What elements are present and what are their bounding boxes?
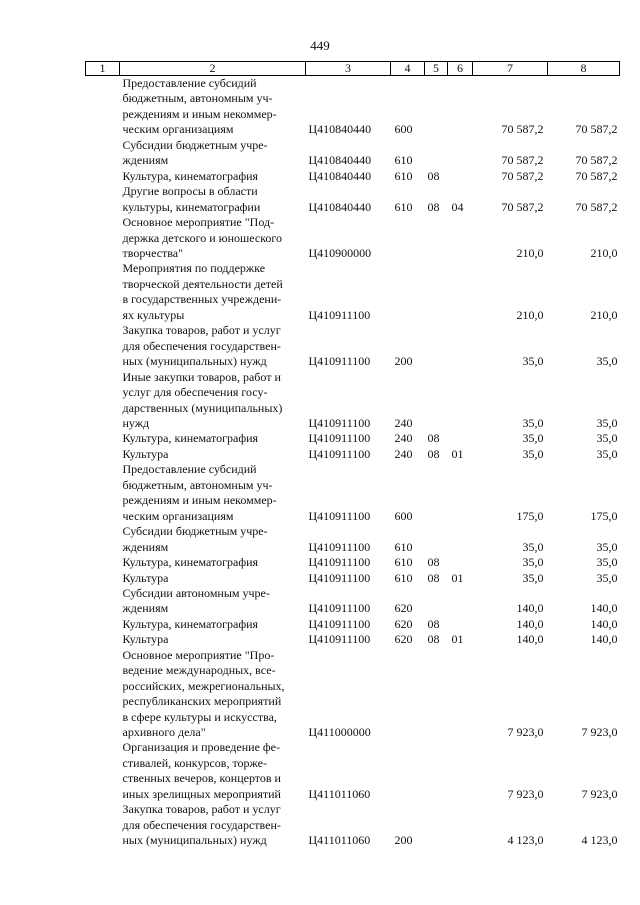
expense-type-code: 610: [394, 153, 413, 168]
row-name: Другие вопросы в области культуры, кинематографии: [122, 184, 261, 214]
amount-year-1: 7 923,0: [507, 725, 544, 740]
amount-year-2: 35,0: [596, 431, 618, 446]
expense-type-code: 200: [394, 833, 413, 848]
subsection-code: [448, 802, 473, 848]
row-number-cell: [86, 184, 120, 215]
table-row: [86, 524, 620, 555]
target-article-code: Ц410911100: [308, 354, 371, 369]
expense-type-code: 620: [394, 616, 413, 631]
table-row: [86, 431, 620, 446]
table-row: [86, 323, 620, 369]
row-number-cell: [86, 169, 120, 184]
amount-year-2: 175,0: [590, 508, 618, 523]
expense-type-code: [391, 215, 425, 261]
subsection-code: [448, 555, 473, 570]
table-row: [86, 76, 620, 138]
expense-type-code: 200: [394, 354, 413, 369]
expense-type-code: 610: [394, 168, 413, 183]
row-name: Предоставление субсидий бюджетным, автономным уч- реждениям и иным некоммер- ческим организациям: [122, 76, 277, 137]
amount-year-1: 70 587,2: [501, 168, 544, 183]
row-number-cell: [86, 323, 120, 369]
target-article-code: Ц410911100: [308, 539, 371, 554]
expense-type-code: 610: [394, 199, 413, 214]
target-article-code: Ц410911100: [308, 307, 371, 322]
subsection-code: [448, 740, 473, 802]
row-number-cell: [86, 648, 120, 741]
expense-type-code: 240: [394, 431, 413, 446]
amount-year-1: 140,0: [516, 601, 544, 616]
table-row: [86, 462, 620, 524]
row-number-cell: [86, 138, 120, 169]
section-code: [425, 462, 448, 524]
subsection-code: [448, 138, 473, 169]
expense-type-code: 620: [394, 601, 413, 616]
row-name: Культура: [122, 446, 169, 461]
target-article-code: Ц411011060: [308, 786, 371, 801]
amount-year-2: 140,0: [590, 616, 618, 631]
subsection-code: [448, 215, 473, 261]
table-row: [86, 617, 620, 632]
amount-year-2: 35,0: [596, 555, 618, 570]
row-name: Закупка товаров, работ и услуг для обеспечения государствен- ных (муниципальных) нужд: [122, 323, 281, 369]
target-article-code: Ц410840440: [308, 199, 372, 214]
row-name: Культура, кинематография: [122, 168, 259, 183]
row-number-cell: [86, 462, 120, 524]
target-article-code: Ц410911100: [308, 508, 371, 523]
row-name: Культура, кинематография: [122, 431, 259, 446]
amount-year-2: 210,0: [590, 245, 618, 260]
row-name: Иные закупки товаров, работ и услуг для обеспечения госу- дарственных (муниципальных) нужд: [122, 369, 283, 430]
amount-year-1: 140,0: [516, 632, 544, 647]
subsection-code: 01: [451, 446, 464, 461]
page-number: 449: [310, 38, 330, 53]
column-header-8: 8: [548, 62, 620, 76]
subsection-code: [448, 76, 473, 138]
subsection-code: [448, 586, 473, 617]
row-name: Субсидии автономным учре- ждениям: [122, 585, 270, 616]
subsection-code: [448, 462, 473, 524]
amount-year-2: 210,0: [590, 307, 618, 322]
amount-year-1: 7 923,0: [507, 786, 544, 801]
column-header-3: 3: [306, 62, 391, 76]
amount-year-1: 35,0: [522, 570, 544, 585]
column-header-6: 6: [448, 62, 473, 76]
table-row: [86, 632, 620, 647]
column-header-5: 5: [425, 62, 448, 76]
target-article-code: Ц410911100: [308, 555, 371, 570]
budget-table: [85, 61, 620, 849]
row-name: Культура: [122, 570, 169, 585]
table-row: [86, 138, 620, 169]
section-code: [425, 76, 448, 138]
column-header-4: 4: [391, 62, 425, 76]
section-code: [425, 586, 448, 617]
column-header-2: 2: [120, 62, 306, 76]
amount-year-2: 140,0: [590, 601, 618, 616]
amount-year-2: 35,0: [596, 354, 618, 369]
row-number-cell: [86, 555, 120, 570]
target-article-code: Ц410911100: [308, 415, 371, 430]
expense-type-code: 610: [394, 539, 413, 554]
amount-year-1: 210,0: [516, 245, 544, 260]
subsection-code: 01: [451, 570, 464, 585]
subsection-code: [448, 323, 473, 369]
expense-type-code: 240: [394, 415, 413, 430]
table-header: [86, 62, 620, 76]
section-code: 08: [427, 431, 440, 446]
subsection-code: [448, 524, 473, 555]
expense-type-code: 620: [394, 632, 413, 647]
row-name: Основное мероприятие "Под- держка детского и юношеского творчества": [122, 215, 283, 260]
section-code: [425, 740, 448, 802]
amount-year-2: 70 587,2: [575, 153, 618, 168]
target-article-code: Ц411011060: [308, 833, 371, 848]
table-row: [86, 169, 620, 184]
amount-year-1: 35,0: [522, 539, 544, 554]
row-number-cell: [86, 571, 120, 586]
target-article-code: Ц410840440: [308, 153, 372, 168]
amount-year-2: 70 587,2: [575, 122, 618, 137]
subsection-code: [448, 617, 473, 632]
amount-year-2: 7 923,0: [581, 786, 618, 801]
row-number-cell: [86, 215, 120, 261]
table-row: [86, 215, 620, 261]
amount-year-2: 140,0: [590, 632, 618, 647]
section-code: [425, 215, 448, 261]
amount-year-2: 35,0: [596, 446, 618, 461]
row-number-cell: [86, 586, 120, 617]
expense-type-code: [391, 648, 425, 741]
target-article-code: Ц410911100: [308, 446, 371, 461]
amount-year-2: 70 587,2: [575, 199, 618, 214]
table-row: [86, 802, 620, 848]
row-name: Культура: [122, 632, 169, 647]
amount-year-2: 35,0: [596, 539, 618, 554]
section-code: [425, 648, 448, 741]
amount-year-1: 35,0: [522, 555, 544, 570]
subsection-code: [448, 648, 473, 741]
row-number-cell: [86, 632, 120, 647]
target-article-code: Ц410911100: [308, 570, 371, 585]
target-article-code: Ц410840440: [308, 122, 372, 137]
amount-year-2: 35,0: [596, 570, 618, 585]
column-header-7: 7: [473, 62, 548, 76]
section-code: [425, 802, 448, 848]
target-article-code: Ц410900000: [308, 245, 372, 260]
expense-type-code: 610: [394, 570, 413, 585]
row-name: Мероприятия по поддержке творческой деятельности детей в государственных учреждени- ях культуры: [122, 261, 283, 322]
amount-year-1: 210,0: [516, 307, 544, 322]
row-number-cell: [86, 802, 120, 848]
section-code: 08: [427, 199, 440, 214]
row-name: Культура, кинематография: [122, 555, 259, 570]
table-body: [86, 76, 620, 849]
subsection-code: [448, 261, 473, 323]
expense-type-code: 600: [394, 122, 413, 137]
row-number-cell: [86, 740, 120, 802]
amount-year-1: 140,0: [516, 616, 544, 631]
section-code: 08: [427, 555, 440, 570]
table-row: [86, 447, 620, 462]
row-name: Субсидии бюджетным учре- ждениям: [122, 137, 268, 168]
subsection-code: [448, 431, 473, 446]
row-name: Культура, кинематография: [122, 616, 259, 631]
section-code: [425, 261, 448, 323]
row-name: Закупка товаров, работ и услуг для обеспечения государствен- ных (муниципальных) нужд: [122, 802, 281, 848]
amount-year-1: 35,0: [522, 354, 544, 369]
target-article-code: Ц410911100: [308, 616, 371, 631]
section-code: 08: [427, 446, 440, 461]
amount-year-2: 4 123,0: [581, 833, 618, 848]
row-number-cell: [86, 447, 120, 462]
amount-year-1: 175,0: [516, 508, 544, 523]
expense-type-code: 240: [394, 446, 413, 461]
amount-year-1: 70 587,2: [501, 199, 544, 214]
section-code: [425, 524, 448, 555]
target-article-code: Ц410911100: [308, 632, 371, 647]
column-header-1: 1: [86, 62, 120, 76]
table-row: [86, 586, 620, 617]
amount-year-2: 35,0: [596, 415, 618, 430]
table-row: [86, 555, 620, 570]
row-number-cell: [86, 524, 120, 555]
row-number-cell: [86, 76, 120, 138]
row-name: Организация и проведение фе- стивалей, конкурсов, торже- ственных вечеров, концертов и иных зрелищных мероприятий: [122, 740, 281, 801]
row-number-cell: [86, 261, 120, 323]
row-number-cell: [86, 617, 120, 632]
target-article-code: Ц411000000: [308, 725, 371, 740]
section-code: 08: [427, 168, 440, 183]
expense-type-code: [391, 261, 425, 323]
expense-type-code: [391, 740, 425, 802]
target-article-code: Ц410911100: [308, 601, 371, 616]
section-code: [425, 138, 448, 169]
row-number-cell: [86, 370, 120, 432]
amount-year-1: 70 587,2: [501, 153, 544, 168]
section-code: 08: [427, 570, 440, 585]
amount-year-1: 70 587,2: [501, 122, 544, 137]
header-row: [86, 62, 620, 76]
amount-year-1: 35,0: [522, 415, 544, 430]
table-row: [86, 648, 620, 741]
section-code: [425, 370, 448, 432]
target-article-code: Ц410911100: [308, 431, 371, 446]
table-row: [86, 571, 620, 586]
subsection-code: [448, 370, 473, 432]
subsection-code: [448, 169, 473, 184]
table-row: [86, 740, 620, 802]
section-code: [425, 323, 448, 369]
expense-type-code: 600: [394, 508, 413, 523]
table-row: [86, 184, 620, 215]
subsection-code: 04: [451, 199, 464, 214]
target-article-code: Ц410840440: [308, 168, 372, 183]
expense-type-code: 610: [394, 555, 413, 570]
amount-year-2: 70 587,2: [575, 168, 618, 183]
row-name: Основное мероприятие "Про- ведение международных, все- российских, межрегиональных, республиканских мероприятий в сфере культуры и искусства, архивного дела": [122, 647, 285, 740]
table-row: [86, 261, 620, 323]
table-row: [86, 370, 620, 432]
section-code: 08: [427, 632, 440, 647]
amount-year-1: 35,0: [522, 431, 544, 446]
amount-year-1: 4 123,0: [507, 833, 544, 848]
section-code: 08: [427, 616, 440, 631]
row-name: Субсидии бюджетным учре- ждениям: [122, 524, 268, 554]
amount-year-2: 7 923,0: [581, 725, 618, 740]
row-name: Предоставление субсидий бюджетным, автономным уч- реждениям и иным некоммер- ческим организациям: [122, 462, 277, 523]
subsection-code: 01: [451, 632, 464, 647]
row-number-cell: [86, 431, 120, 446]
amount-year-1: 35,0: [522, 446, 544, 461]
